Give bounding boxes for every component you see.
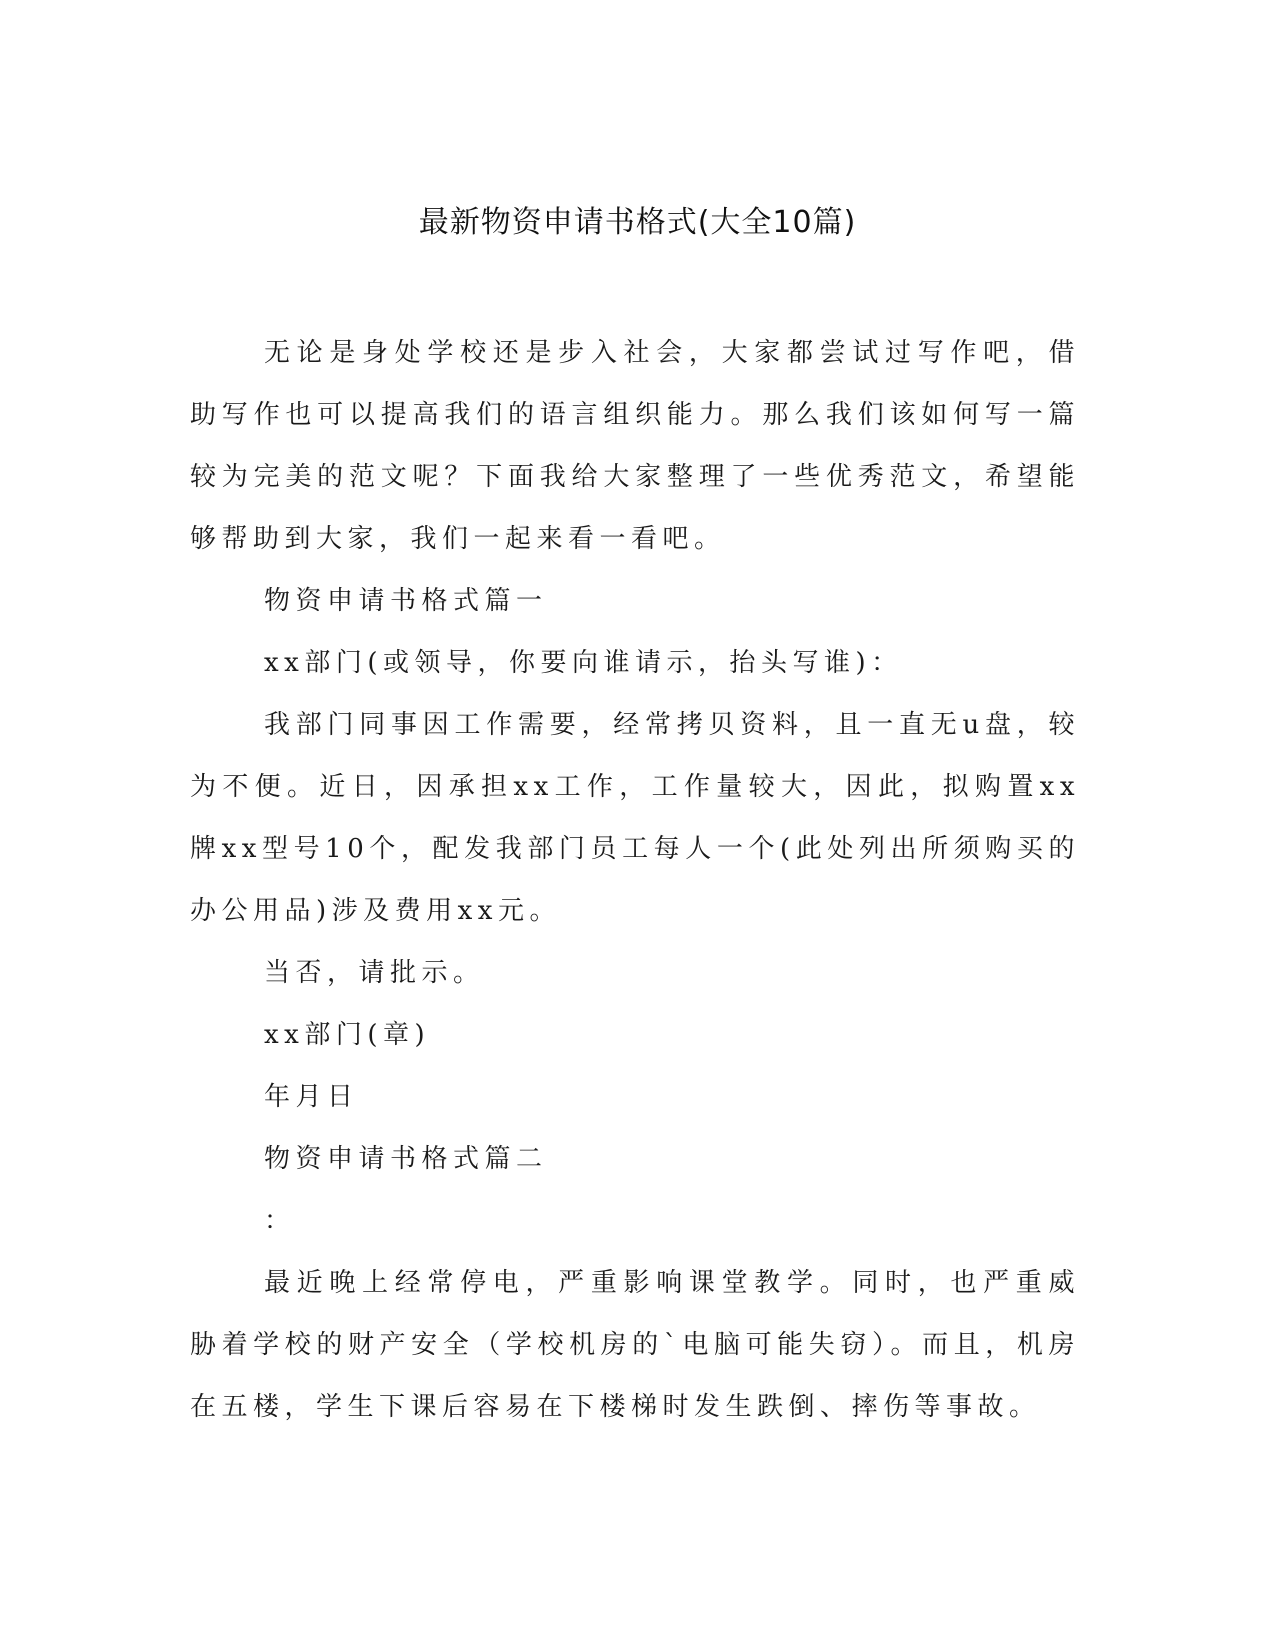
section-heading-2: 物资申请书格式篇二	[264, 1144, 548, 1174]
signature-department: xx部门(章)	[264, 1020, 431, 1050]
document-body	[190, 322, 1080, 1438]
body-paragraph-1: 我部门同事因工作需要，经常拷贝资料，且一直无u盘，较为不便。近日，因承担xx工作，工作量较大，因此，拟购置xx牌xx型号10个，配发我部门员工每人一个(此处列出所须购买的办公用品)涉及费用xx元。	[190, 710, 1080, 926]
request-line: 当否，请批示。	[264, 958, 485, 988]
salutation-1: xx部门(或领导，你要向谁请示，抬头写谁)：	[264, 648, 903, 678]
signature-date: 年月日	[264, 1082, 359, 1112]
body-paragraph-2: 最近晚上经常停电，严重影响课堂教学。同时，也严重威胁着学校的财产安全（学校机房的`电脑可能失窃）。而且，机房在五楼，学生下课后容易在下楼梯时发生跌倒、摔伤等事故。	[190, 1268, 1080, 1422]
section-heading-1: 物资申请书格式篇一	[264, 586, 548, 616]
intro-paragraph: 无论是身处学校还是步入社会，大家都尝试过写作吧，借助写作也可以提高我们的语言组织能力。那么我们该如何写一篇较为完美的范文呢？下面我给大家整理了一些优秀范文，希望能够帮助到大家，我们一起来看一看吧。	[190, 338, 1080, 554]
document-title: 最新物资申请书格式(大全10篇)	[418, 205, 857, 240]
salutation-2: ：	[264, 1206, 296, 1236]
